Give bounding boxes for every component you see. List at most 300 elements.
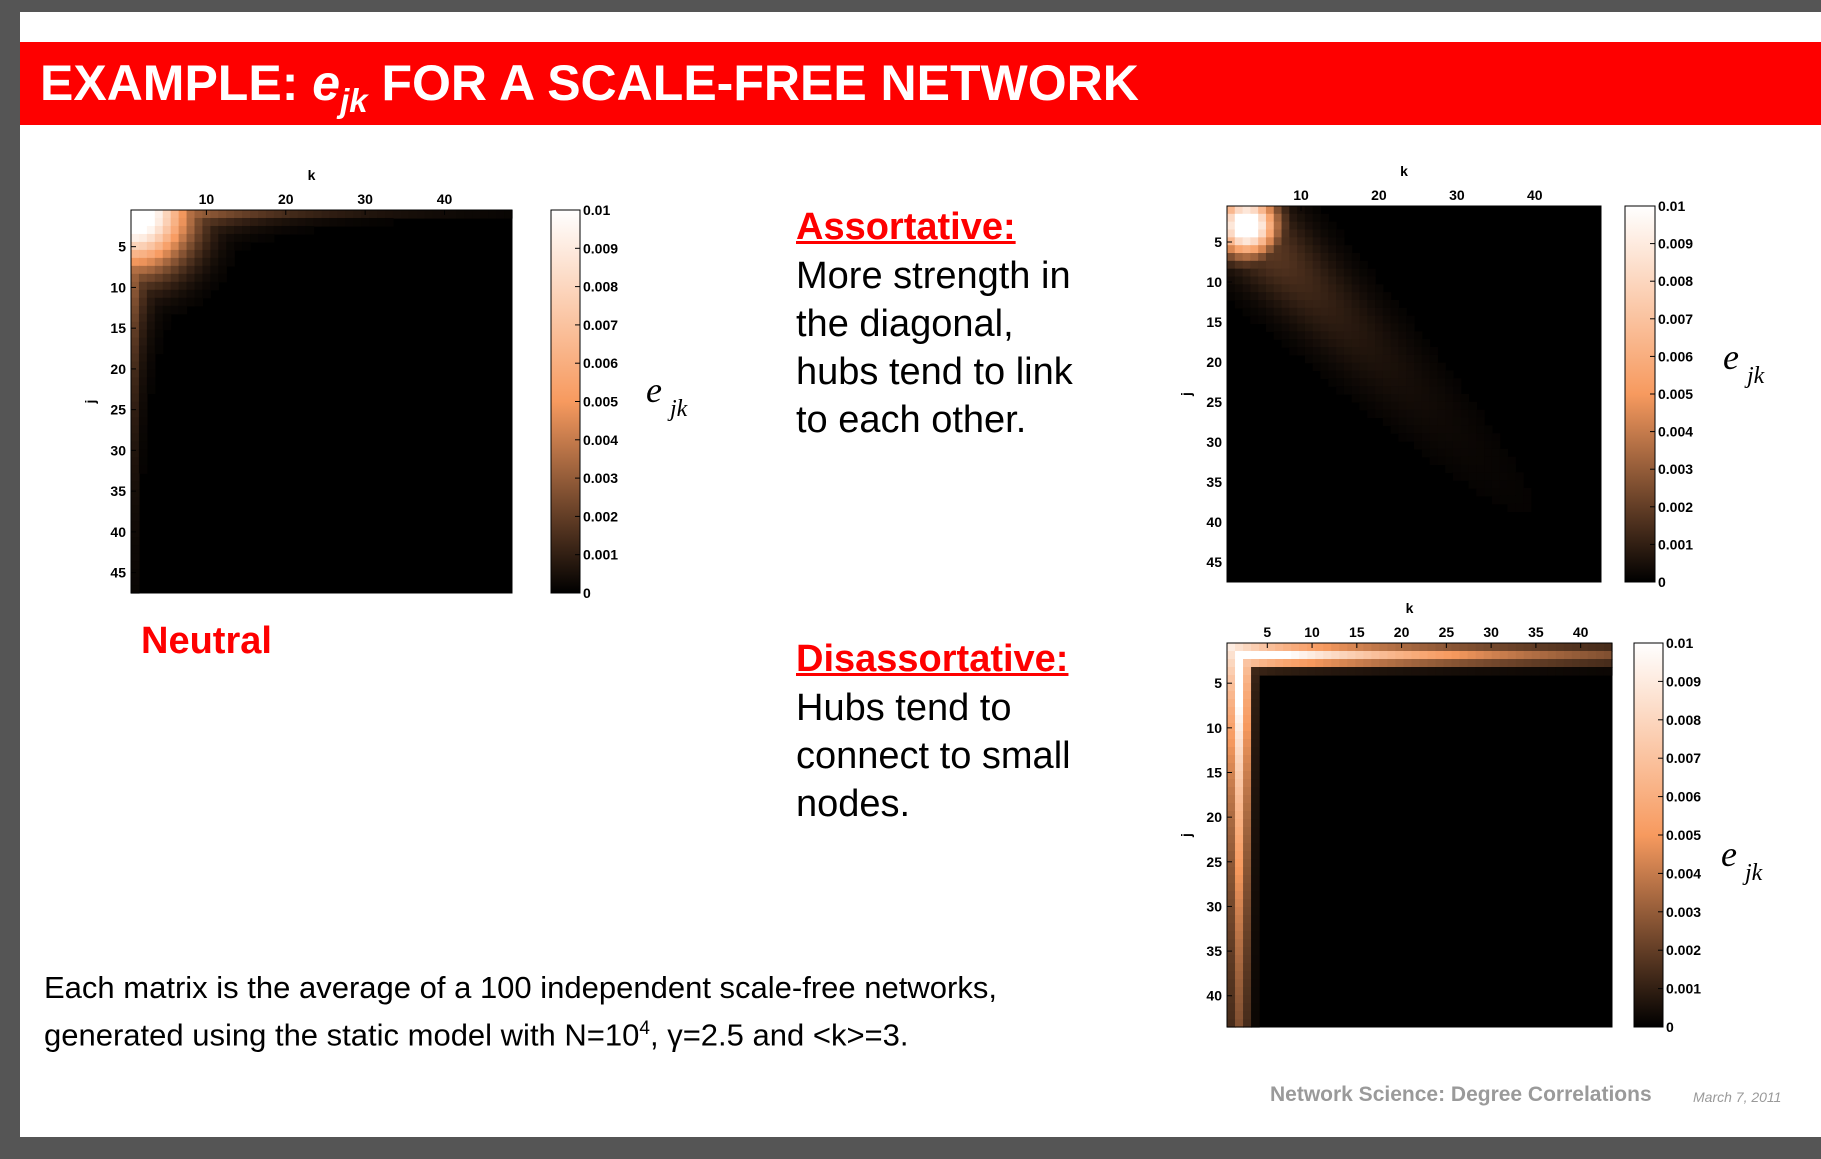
heatmap-cell [1398, 316, 1406, 324]
heatmap-cell [1266, 316, 1274, 324]
heatmap-cell [171, 274, 180, 283]
heatmap-cell [1258, 269, 1266, 277]
heatmap-cell [1355, 651, 1364, 660]
heatmap-cell [1227, 707, 1236, 716]
heatmap-cell [139, 457, 148, 466]
heatmap-cell [1235, 963, 1244, 972]
heatmap-cell [139, 314, 148, 323]
caption [44, 967, 997, 1055]
heatmap-cell [163, 274, 172, 283]
heatmap-cell [1395, 659, 1404, 668]
heatmap-cell [131, 513, 140, 522]
heatmap-cell [131, 250, 140, 259]
heatmap-cell [353, 218, 362, 227]
heatmap-cell [1469, 402, 1477, 410]
heatmap-cell [1274, 253, 1282, 261]
heatmap-cell [1243, 915, 1252, 924]
heatmap-cell [202, 250, 211, 259]
heatmap-cell [1461, 472, 1469, 480]
heatmap-cell [1243, 651, 1252, 660]
heatmap-cell [1452, 659, 1461, 668]
caption-line-1: Each matrix is the average of a 100 independent scale-free networks, [44, 970, 997, 1005]
heatmap-cell [1305, 237, 1313, 245]
heatmap-cell [163, 218, 172, 227]
heatmap-cell [1523, 496, 1531, 504]
heatmap-cell [1235, 206, 1243, 214]
heatmap-cell [258, 218, 267, 227]
heatmap-cell [1267, 651, 1276, 660]
heatmap-cell [1445, 449, 1453, 457]
heatmap-cell [1289, 292, 1297, 300]
heatmap-cell [1328, 253, 1336, 261]
heatmap-cell [1344, 308, 1352, 316]
heatmap-cell [1297, 261, 1305, 269]
heatmap-cell [1328, 261, 1336, 269]
heatmap-cell [1430, 363, 1438, 371]
heatmap-cell [1391, 363, 1399, 371]
heatmap-cell [1227, 222, 1235, 230]
heatmap-cell [1428, 659, 1437, 668]
heatmap-cell [1315, 643, 1324, 652]
heatmap-cell [1437, 418, 1445, 426]
heatmap-cell [226, 258, 235, 267]
heatmap-cell [1328, 308, 1336, 316]
heatmap-cell [1235, 955, 1244, 964]
heatmap-cell [1492, 441, 1500, 449]
heatmap-cell [1313, 339, 1321, 347]
heatmap-cell [1235, 237, 1243, 245]
heatmap-cell [1227, 979, 1236, 988]
heatmap-cell [1414, 347, 1422, 355]
heatmap-cell [1266, 269, 1274, 277]
heatmap-cell [1250, 308, 1258, 316]
heatmap-cell [1540, 643, 1549, 652]
heatmap-cell [1476, 465, 1484, 473]
heatmap-cell [202, 242, 211, 251]
x-tick-label: 25 [1438, 624, 1455, 640]
heatmap-cell [1391, 339, 1399, 347]
heatmap-cell [290, 210, 299, 219]
heatmap-cell [1422, 449, 1430, 457]
heatmap-cell [1251, 987, 1260, 996]
heatmap-cell [147, 274, 156, 283]
heatmap-cell [1328, 222, 1336, 230]
heatmap-cell [131, 330, 140, 339]
heatmap-cell [1235, 667, 1244, 676]
heatmap-cell [1328, 371, 1336, 379]
heatmap-cell [1227, 819, 1236, 828]
heatmap-cell [1274, 331, 1282, 339]
heatmap-cell [1251, 675, 1260, 684]
heatmap-cell [139, 210, 148, 219]
heatmap-cell [1258, 300, 1266, 308]
heatmap-cell [1445, 386, 1453, 394]
heatmap-cell [1251, 795, 1260, 804]
heatmap-cell [1297, 324, 1305, 332]
heatmap-cell [1282, 316, 1290, 324]
heatmap-cell [1379, 643, 1388, 652]
heatmap-cell [1243, 867, 1252, 876]
colorbar-tick-label: 0.006 [1658, 348, 1694, 365]
heatmap-cell [131, 569, 140, 578]
heatmap-cell [250, 210, 259, 219]
heatmap-cell [1266, 308, 1274, 316]
heatmap-cell [163, 282, 172, 291]
heatmap-cell [1251, 739, 1260, 748]
heatmap-cell [1243, 995, 1252, 1004]
heatmap-cell [1391, 418, 1399, 426]
heatmap-cell [1344, 386, 1352, 394]
heatmap-cell [1556, 643, 1565, 652]
heatmap-cell [1283, 651, 1292, 660]
heatmap-cell [139, 409, 148, 418]
heatmap-cell [1243, 763, 1252, 772]
heatmap-cell [139, 402, 148, 411]
heatmap-cell [1437, 410, 1445, 418]
colorbar-tick-label: 0.009 [1658, 235, 1694, 252]
heatmap-cell [179, 210, 188, 219]
heatmap-cell [1258, 214, 1266, 222]
heatmap-cell [1235, 843, 1244, 852]
heatmap-cell [1395, 643, 1404, 652]
colorbar-symbol-subscript: jk [1747, 363, 1765, 389]
heatmap-cell [1243, 891, 1252, 900]
heatmap-cell [1453, 441, 1461, 449]
colorbar-tick-label: 0.005 [583, 393, 619, 410]
heatmap-cell [210, 282, 219, 291]
heatmap-cell [1484, 425, 1492, 433]
heatmap-cell [187, 218, 196, 227]
heatmap-cell [187, 210, 196, 219]
heatmap-cell [1422, 410, 1430, 418]
heatmap-cell [377, 218, 386, 227]
heatmap-cell [1352, 261, 1360, 269]
heatmap-cell [314, 210, 323, 219]
heatmap-cell [1344, 261, 1352, 269]
x-tick-label: 10 [198, 191, 215, 207]
heatmap-cell [314, 218, 323, 227]
heatmap-cell [195, 266, 204, 275]
heatmap-cell [1556, 651, 1565, 660]
heatmap-cell [1363, 651, 1372, 660]
heatmap-cell [1383, 355, 1391, 363]
heatmap-cell [425, 210, 434, 219]
heatmap-cell [1461, 402, 1469, 410]
heatmap-cell [1492, 433, 1500, 441]
heatmap-cell [1227, 206, 1235, 214]
colorbar-tick-label: 0.009 [1666, 673, 1702, 690]
heatmap-cell [1251, 875, 1260, 884]
heatmap-cell [1500, 449, 1508, 457]
heatmap-cell [1367, 284, 1375, 292]
heatmap-cell [1297, 253, 1305, 261]
heatmap-cell [1282, 237, 1290, 245]
heatmap-cell [195, 210, 204, 219]
heatmap-cell [1235, 883, 1244, 892]
heatmap-cell [210, 226, 219, 235]
x-tick-label: 35 [1528, 624, 1544, 640]
heatmap-cell [322, 218, 331, 227]
heatmap-cell [1352, 308, 1360, 316]
y-tick-label: 15 [1206, 314, 1222, 330]
heatmap-cell [155, 346, 164, 355]
heatmap-cell [1235, 755, 1244, 764]
heatmap-cell [187, 250, 196, 259]
heatmap-cell [361, 218, 370, 227]
heatmap-cell [345, 218, 354, 227]
heatmap-cell [179, 234, 188, 243]
heatmap-cell [1500, 488, 1508, 496]
heatmap-cell [385, 218, 394, 227]
colorbar-tick-label: 0.001 [1666, 980, 1702, 997]
heatmap-cell [1289, 284, 1297, 292]
heatmap-cell [1243, 222, 1251, 230]
heatmap-cell [1282, 292, 1290, 300]
heatmap-cell [1445, 371, 1453, 379]
heatmap-cell [1289, 324, 1297, 332]
heatmap-cell [1251, 979, 1260, 988]
heatmap-cell [1580, 659, 1589, 668]
heatmap-cell [1422, 339, 1430, 347]
heatmap-cell [131, 282, 140, 291]
heatmap-cell [1352, 292, 1360, 300]
heatmap-cell [163, 250, 172, 259]
heatmap-cell [1422, 402, 1430, 410]
x-tick-label: 20 [1393, 624, 1410, 640]
heatmap-cell [1235, 691, 1244, 700]
heatmap-cell [131, 529, 140, 538]
heatmap-cell [1251, 651, 1260, 660]
heatmap-cell [1243, 875, 1252, 884]
heatmap-cell [1572, 659, 1581, 668]
heatmap-cell [155, 274, 164, 283]
heatmap-cell [1266, 253, 1274, 261]
heatmap-cell [1321, 237, 1329, 245]
heatmap-cell [1344, 292, 1352, 300]
heatmap-cell [1275, 667, 1284, 676]
y-tick-label: 10 [1206, 274, 1222, 290]
heatmap-cell [1282, 300, 1290, 308]
heatmap-cell [1469, 433, 1477, 441]
heatmap-cell [195, 250, 204, 259]
heatmap-cell [1336, 277, 1344, 285]
heatmap-cell [1258, 230, 1266, 238]
heatmap-cell [1275, 659, 1284, 668]
heatmap-cell [1383, 324, 1391, 332]
heatmap-cell [1243, 939, 1252, 948]
heatmap-cell [1359, 394, 1367, 402]
colorbar-tick-label: 0.007 [1658, 310, 1694, 327]
heatmap-cell [1291, 659, 1300, 668]
heatmap-cell [282, 218, 291, 227]
heatmap-cell [1243, 277, 1251, 285]
heatmap-cell [1243, 245, 1251, 253]
heatmap-cell [1321, 292, 1329, 300]
heatmap-cell [1516, 643, 1525, 652]
heatmap-cell [1227, 923, 1236, 932]
colorbar-symbol-subscript: jk [670, 396, 688, 422]
heatmap-cell [139, 362, 148, 371]
heatmap-cell [1258, 277, 1266, 285]
heatmap-cell [1323, 651, 1332, 660]
heatmap-cell [1227, 851, 1236, 860]
heatmap-assortative [1150, 124, 1790, 594]
heatmap-cell [1367, 277, 1375, 285]
heatmap-cell [1328, 355, 1336, 363]
colorbar-tick-label: 0.01 [1666, 635, 1694, 651]
y-tick-label: 40 [1206, 987, 1222, 1004]
heatmap-cell [369, 218, 378, 227]
heatmap-cell [1445, 441, 1453, 449]
assortative-line-2: the diagonal, [796, 303, 1014, 345]
heatmap-cell [1604, 667, 1613, 676]
heatmap-cell [131, 258, 140, 267]
heatmap-cell [1336, 245, 1344, 253]
colorbar-tick-label: 0 [583, 585, 591, 601]
heatmap-cell [1251, 1019, 1260, 1028]
heatmap-cell [1422, 386, 1430, 394]
heatmap-cell [1227, 284, 1235, 292]
heatmap-cell [1359, 261, 1367, 269]
heatmap-cell [1235, 731, 1244, 740]
heatmap-cell [1469, 465, 1477, 473]
heatmap-cell [1436, 667, 1445, 676]
heatmap-cell [139, 218, 148, 227]
heatmap-cell [1251, 923, 1260, 932]
heatmap-cell [1367, 347, 1375, 355]
heatmap-cell [1336, 355, 1344, 363]
heatmap-cell [1258, 245, 1266, 253]
heatmap-cell [187, 298, 196, 307]
heatmap-cell [1344, 300, 1352, 308]
heatmap-cell [179, 266, 188, 275]
heatmap-cell [1321, 284, 1329, 292]
heatmap-cell [1336, 331, 1344, 339]
heatmap-cell [139, 417, 148, 426]
heatmap-cell [1235, 651, 1244, 660]
heatmap-cell [1367, 331, 1375, 339]
heatmap-cell [1305, 331, 1313, 339]
heatmap-cell [1305, 269, 1313, 277]
heatmap-cell [1243, 819, 1252, 828]
heatmap-cell [1344, 277, 1352, 285]
heatmap-cell [131, 585, 140, 594]
heatmap-cell [1243, 691, 1252, 700]
heatmap-cell [131, 354, 140, 363]
heatmap-cell [210, 242, 219, 251]
heatmap-cell [1398, 308, 1406, 316]
heatmap-cell [202, 218, 211, 227]
heatmap-cell [1227, 939, 1236, 948]
heatmap-cell [131, 489, 140, 498]
heatmap-cell [1227, 787, 1236, 796]
heatmap-cell [1251, 843, 1260, 852]
heatmap-cell [1430, 371, 1438, 379]
heatmap-cell [1391, 402, 1399, 410]
heatmap-cell [1406, 410, 1414, 418]
heatmap-cell [1266, 222, 1274, 230]
heatmap-cell [1243, 675, 1252, 684]
heatmap-cell [1344, 245, 1352, 253]
heatmap-cell [1359, 300, 1367, 308]
heatmap-cell [1411, 659, 1420, 668]
heatmap-cell [1250, 214, 1258, 222]
heatmap-cell [1313, 355, 1321, 363]
heatmap-cell [1305, 339, 1313, 347]
heatmap-cell [1266, 261, 1274, 269]
heatmap-cell [179, 218, 188, 227]
heatmap-cell [1266, 292, 1274, 300]
heatmap-cell [1282, 339, 1290, 347]
heatmap-cell [1328, 316, 1336, 324]
heatmap-cell [1243, 214, 1251, 222]
colorbar-tick-label: 0.008 [583, 278, 619, 295]
heatmap-cell [1445, 465, 1453, 473]
heatmap-cell [1430, 402, 1438, 410]
heatmap-cell [1375, 324, 1383, 332]
heatmap-cell [1243, 907, 1252, 916]
heatmap-cell [1414, 410, 1422, 418]
heatmap-cell [1235, 269, 1243, 277]
heatmap-cell [1359, 402, 1367, 410]
heatmap-cell [1289, 347, 1297, 355]
heatmap-cell [1347, 643, 1356, 652]
heatmap-cell [1371, 651, 1380, 660]
heatmap-cell [1251, 939, 1260, 948]
heatmap-cell [1250, 300, 1258, 308]
heatmap-cell [171, 250, 180, 259]
heatmap-cell [1383, 378, 1391, 386]
heatmap-cell [1444, 651, 1453, 660]
heatmap-cell [306, 210, 315, 219]
heatmap-cell [1259, 667, 1268, 676]
heatmap-cell [1235, 803, 1244, 812]
heatmap-cell [1251, 1003, 1260, 1012]
heatmap-cell [1313, 347, 1321, 355]
heatmap-cell [1243, 827, 1252, 836]
heatmap-cell [258, 210, 267, 219]
heatmap-cell [1508, 667, 1517, 676]
heatmap-cell [1375, 378, 1383, 386]
heatmap-cell [1387, 659, 1396, 668]
heatmap-cell [1313, 206, 1321, 214]
colorbar-tick-label: 0.005 [1658, 386, 1694, 402]
heatmap-cell [1227, 739, 1236, 748]
heatmap-cell [1387, 667, 1396, 676]
heatmap-cell [1367, 308, 1375, 316]
heatmap-cell [1371, 643, 1380, 652]
heatmap-cell [139, 274, 148, 283]
heatmap-cell [131, 266, 140, 275]
heatmap-cell [155, 330, 164, 339]
heatmap-cell [1508, 465, 1516, 473]
heatmap-cell [131, 465, 140, 474]
heatmap-cell [1359, 308, 1367, 316]
heatmap-cell [147, 314, 156, 323]
heatmap-cell [1227, 699, 1236, 708]
heatmap-cell [1500, 480, 1508, 488]
heatmap-cell [1437, 363, 1445, 371]
heatmap-cell [1235, 939, 1244, 948]
heatmap-cell [1251, 931, 1260, 940]
x-axis-label: k [1405, 600, 1414, 616]
heatmap-cell [1331, 651, 1340, 660]
heatmap-cell [139, 433, 148, 442]
heatmap-cell [155, 306, 164, 315]
heatmap-cell [131, 274, 140, 283]
heatmap-cell [195, 298, 204, 307]
heatmap-cell [1430, 418, 1438, 426]
